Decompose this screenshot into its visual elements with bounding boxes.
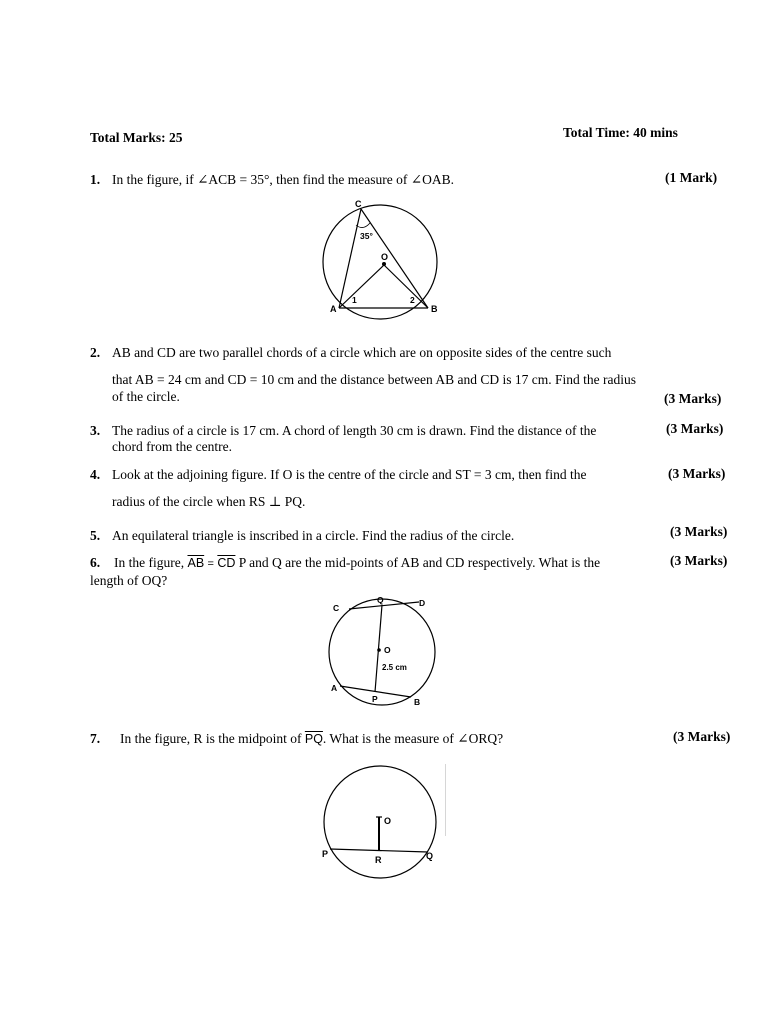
q2-line-1: AB and CD are two parallel chords of a circle which are on opposite sides of the centre such (112, 345, 612, 360)
q4-line-1: Look at the adjoining figure. If O is the centre of the circle and ST = 3 cm, then find the (112, 467, 587, 482)
q6-number: 6. (90, 555, 101, 570)
q4-line-2: radius of the circle when RS ⊥ PQ. (112, 494, 306, 509)
scan-artifact-line (445, 764, 446, 836)
fig6-label-q: Q (377, 595, 384, 605)
fig1-label-c: C (355, 199, 362, 209)
q7-number: 7. (90, 731, 101, 746)
fig1-label-angle-2: 2 (410, 295, 415, 305)
q7-pre: In the figure, R is the midpoint of (120, 731, 302, 746)
q2-number: 2. (90, 345, 101, 360)
q5-number: 5. (90, 528, 101, 543)
q2-line-3: of the circle. (112, 389, 180, 404)
fig6-label-p: P (372, 694, 378, 704)
fig1-line-ob (384, 265, 428, 308)
q4-number: 4. (90, 467, 101, 482)
figure-7-diagram (318, 765, 443, 885)
q7-marks: (3 Marks) (673, 729, 731, 744)
q7-segment-pq: $\overline{PQ}$ (304, 732, 323, 746)
fig1-label-a: A (330, 304, 337, 314)
q1-text: In the figure, if ∠ACB = 35°, then find the measure of ∠OAB. (112, 172, 454, 187)
q2-line-2: that AB = 24 cm and CD = 10 cm and the distance between AB and CD is 17 cm. Find the radius (112, 372, 637, 387)
q2-marks: (3 Marks) (664, 391, 722, 406)
fig7-label-q: Q (426, 851, 434, 861)
fig1-label-angle: 35° (360, 231, 373, 241)
fig1-label-angle-1: 1 (352, 295, 357, 305)
q6-post: P and Q are the mid-points of AB and CD respectively. What is the (238, 555, 601, 570)
q3-marks: (3 Marks) (666, 421, 724, 436)
fig1-line-ca (339, 209, 361, 308)
fig7-label-r: R (375, 855, 382, 865)
figure-6-diagram (325, 593, 445, 713)
fig6-label-o: O (384, 645, 391, 655)
fig6-label-b: B (414, 697, 421, 707)
q1-number: 1. (90, 172, 101, 187)
q6-line-1 (114, 555, 600, 571)
fig1-label-o: O (381, 252, 389, 262)
fig6-circle (329, 599, 435, 705)
fig7-label-o: O (384, 816, 392, 826)
fig1-line-cb (361, 209, 428, 308)
q3-number: 3. (90, 423, 101, 438)
fig1-label-b: B (431, 304, 438, 314)
q6-pre: In the figure, (114, 555, 185, 570)
total-time: Total Time: 40 mins (563, 125, 678, 140)
q7-post: . What is the measure of ∠ORQ? (322, 731, 504, 746)
fig6-label-distance: 2.5 cm (382, 663, 407, 672)
q6-arc-cd: $\overline{CD}$ (217, 556, 236, 570)
figure-1-diagram (318, 195, 443, 320)
q6-marks: (3 Marks) (670, 553, 728, 568)
q6-equals: = (207, 558, 214, 570)
q6-arc-ab: $\overline{AB}$ (187, 556, 205, 570)
q7-text (120, 731, 503, 747)
q4-marks: (3 Marks) (668, 466, 726, 481)
q3-line-2: chord from the centre. (112, 439, 232, 454)
q6-line-2: length of OQ? (90, 573, 168, 588)
fig6-label-d: D (419, 598, 426, 608)
q3-line-1: The radius of a circle is 17 cm. A chord of length 30 cm is drawn. Find the distance of the (112, 423, 597, 438)
fig6-centre-dot (377, 648, 381, 652)
q1-marks: (1 Mark) (665, 170, 718, 185)
q5-text: An equilateral triangle is inscribed in a circle. Find the radius of the circle. (112, 528, 515, 543)
fig6-label-c: C (333, 603, 340, 613)
fig1-line-oa (339, 265, 384, 308)
total-marks: Total Marks: 25 (90, 130, 183, 145)
q5-marks: (3 Marks) (670, 524, 728, 539)
fig1-centre-dot (382, 262, 386, 266)
fig7-label-p: P (322, 849, 329, 859)
fig6-label-a: A (331, 683, 338, 693)
